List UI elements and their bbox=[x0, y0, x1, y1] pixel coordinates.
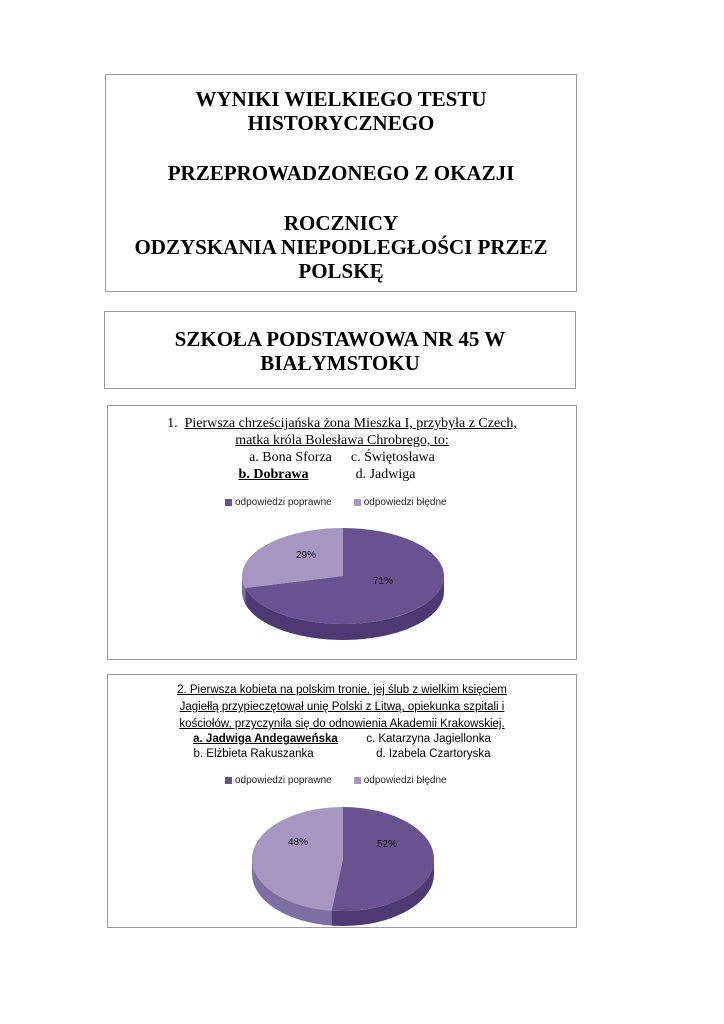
pie-chart-1 bbox=[108, 406, 576, 659]
title-line: ROCZNICY bbox=[283, 211, 399, 235]
data-label-correct: 71% bbox=[372, 576, 394, 587]
school-box bbox=[104, 311, 576, 389]
data-label-wrong: 48% bbox=[287, 837, 309, 848]
data-label-correct: 52% bbox=[376, 839, 398, 850]
question-text: Pierwsza chrześcijańska żona Mieszka I, przybyła z Czech, bbox=[184, 416, 517, 431]
option-a-correct: a. Jadwiga Andegaweńska bbox=[193, 733, 338, 745]
question-number: 1. bbox=[167, 416, 178, 431]
title-line: POLSKĘ bbox=[298, 259, 384, 283]
title-line: ODZYSKANIA NIEPODLEGŁOŚCI PRZEZ bbox=[134, 235, 548, 259]
data-label-wrong: 29% bbox=[295, 550, 317, 561]
title-line: WYNIKI WIELKIEGO TESTU bbox=[195, 87, 487, 111]
option-a: a. Bona Sforza bbox=[249, 450, 332, 465]
option-d: d. Jadwiga bbox=[355, 467, 416, 482]
option-b: b. Elżbieta Rakuszanka bbox=[193, 748, 314, 760]
title-box bbox=[105, 74, 577, 292]
school-line: SZKOŁA PODSTAWOWA NR 45 W bbox=[174, 327, 506, 351]
legend-label-wrong: odpowiedzi błędne bbox=[363, 497, 447, 508]
pie-chart-2 bbox=[108, 675, 576, 927]
legend-label-correct: odpowiedzi poprawne bbox=[235, 775, 332, 786]
chart-2-box bbox=[107, 674, 577, 928]
option-c: c. Katarzyna Jagiellonka bbox=[366, 733, 491, 745]
option-d: d. Izabela Czartoryska bbox=[376, 748, 491, 760]
option-b-correct: b. Dobrawa bbox=[238, 467, 309, 482]
question-2-line-2: Jagiełłą przypieczętował unię Polski z Litwą, opiekunka szpitali i bbox=[179, 701, 505, 713]
question-2-line-1: 2. Pierwsza kobieta na polskim tronie, jej ślub z wielkim księciem bbox=[177, 684, 507, 696]
chart-1-box bbox=[107, 405, 577, 660]
title-line: HISTORYCZNEGO bbox=[247, 111, 435, 135]
option-c: c. Świętosława bbox=[350, 450, 435, 465]
school-line: BIAŁYMSTOKU bbox=[260, 351, 420, 375]
title-line: PRZEPROWADZONEGO Z OKAZJI bbox=[167, 161, 515, 185]
question-1-line-2: matka króla Bolesława Chrobrego, to: bbox=[235, 433, 449, 448]
legend-label-correct: odpowiedzi poprawne bbox=[235, 497, 332, 508]
legend-label-wrong: odpowiedzi błędne bbox=[363, 775, 447, 786]
question-2-line-3: kościołów, przyczyniła się do odnowienia Akademii Krakowskiej. bbox=[179, 718, 505, 730]
